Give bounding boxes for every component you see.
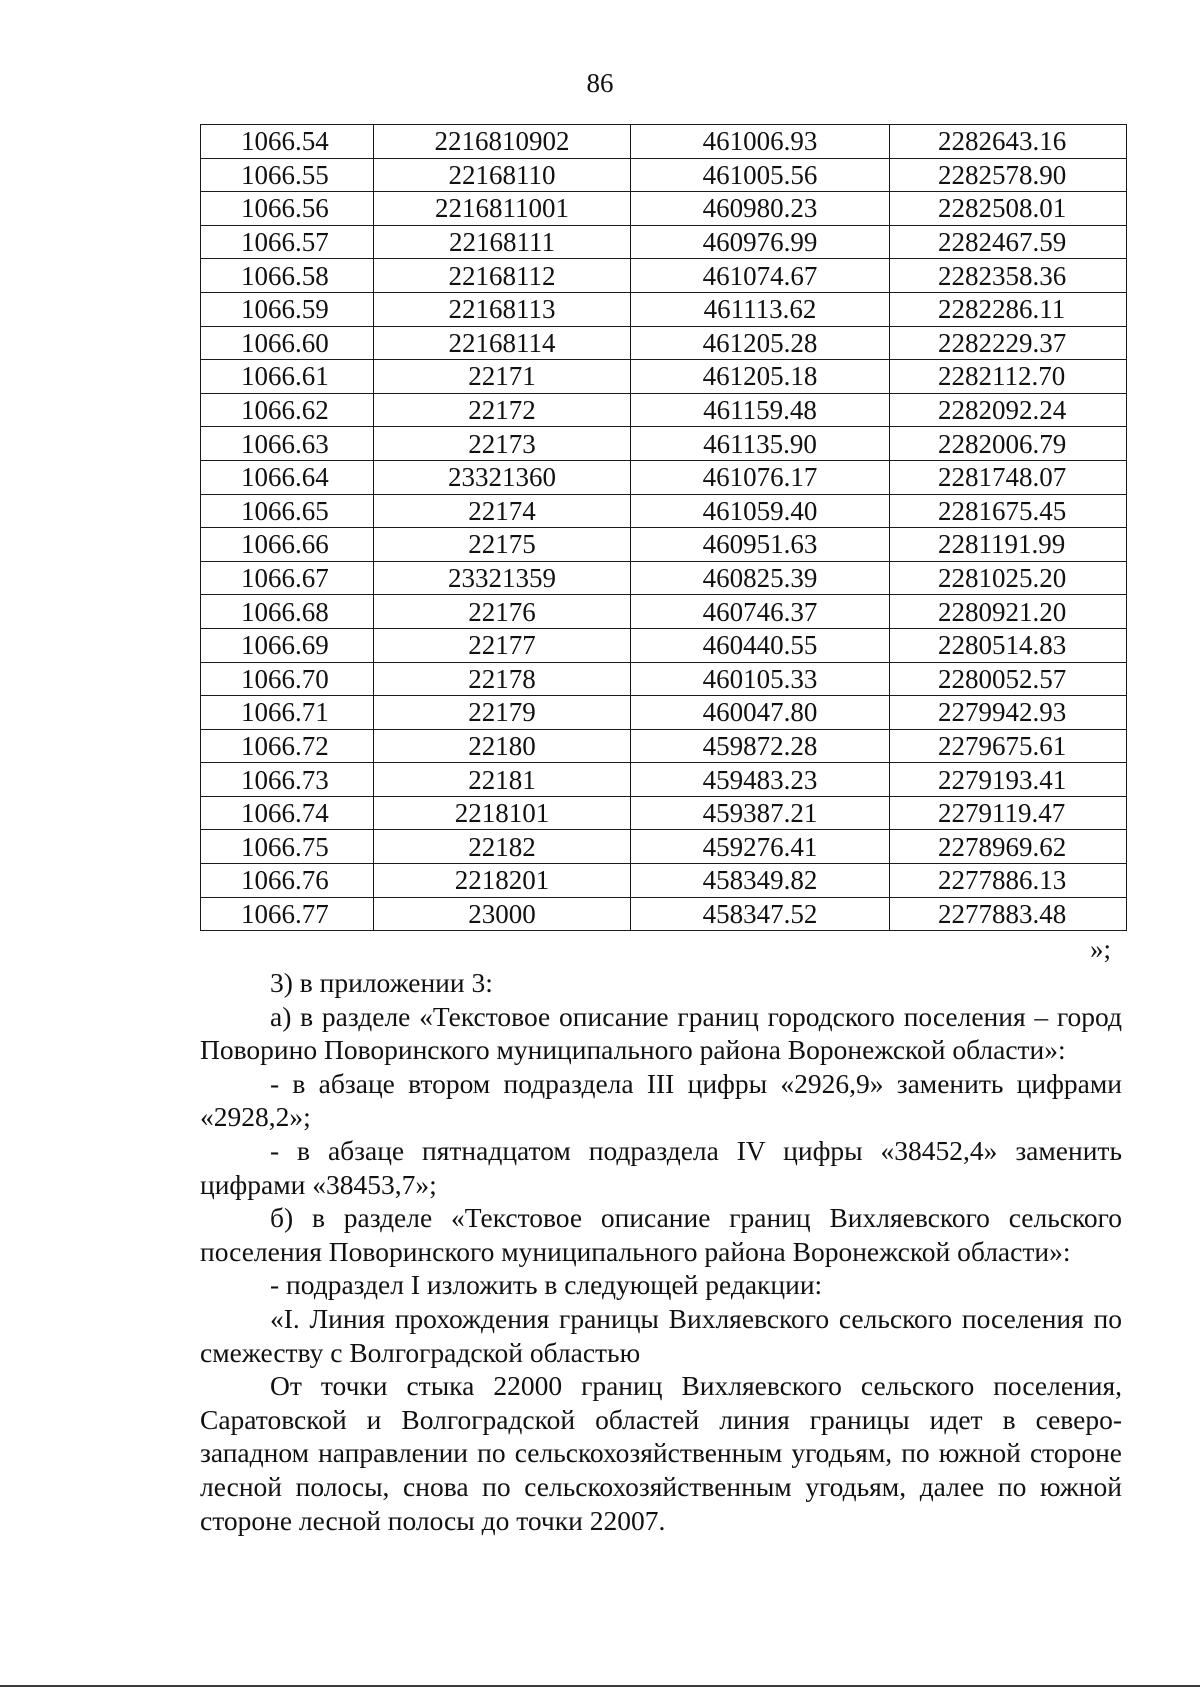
point-id-cell: 22172	[374, 393, 631, 427]
x-coordinate-cell: 461059.40	[631, 494, 890, 528]
point-id-cell: 2216810902	[374, 125, 631, 159]
table-row	[201, 393, 1127, 427]
table-row	[201, 897, 1127, 931]
point-number-cell: 1066.76	[201, 864, 374, 898]
point-id-cell: 22168111	[374, 225, 631, 259]
point-number-cell: 1066.77	[201, 897, 374, 931]
point-id-cell: 22177	[374, 628, 631, 662]
point-id-cell: 2218101	[374, 796, 631, 830]
point-number-cell: 1066.55	[201, 158, 374, 192]
y-coordinate-cell: 2280514.83	[890, 628, 1127, 662]
point-id-cell: 22182	[374, 830, 631, 864]
point-id-cell: 22168110	[374, 158, 631, 192]
point-id-cell: 2218201	[374, 864, 631, 898]
point-number-cell: 1066.71	[201, 696, 374, 730]
x-coordinate-cell: 458347.52	[631, 897, 890, 931]
point-number-cell: 1066.60	[201, 326, 374, 360]
point-number-cell: 1066.72	[201, 729, 374, 763]
closing-quote: »;	[1090, 934, 1112, 964]
y-coordinate-cell: 2280921.20	[890, 595, 1127, 629]
x-coordinate-cell: 461005.56	[631, 158, 890, 192]
point-number-cell: 1066.59	[201, 292, 374, 326]
y-coordinate-cell: 2282467.59	[890, 225, 1127, 259]
paragraph-subsection-i: - подраздел I изложить в следующей редакции:	[270, 1269, 823, 1301]
y-coordinate-cell: 2279119.47	[890, 796, 1127, 830]
point-number-cell: 1066.58	[201, 259, 374, 293]
x-coordinate-cell: 460047.80	[631, 696, 890, 730]
x-coordinate-cell: 461135.90	[631, 427, 890, 461]
y-coordinate-cell: 2282006.79	[890, 427, 1127, 461]
y-coordinate-cell: 2279193.41	[890, 763, 1127, 797]
table-row	[201, 494, 1127, 528]
point-id-cell: 22168112	[374, 259, 631, 293]
point-id-cell: 22168113	[374, 292, 631, 326]
point-id-cell: 22171	[374, 360, 631, 394]
table-row	[201, 830, 1127, 864]
y-coordinate-cell: 2282508.01	[890, 192, 1127, 226]
y-coordinate-cell: 2277886.13	[890, 864, 1127, 898]
point-number-cell: 1066.57	[201, 225, 374, 259]
point-number-cell: 1066.56	[201, 192, 374, 226]
table-row	[201, 360, 1127, 394]
x-coordinate-cell: 460825.39	[631, 561, 890, 595]
x-coordinate-cell: 460976.99	[631, 225, 890, 259]
table-row	[201, 796, 1127, 830]
point-number-cell: 1066.66	[201, 528, 374, 562]
table-row	[201, 662, 1127, 696]
point-id-cell: 23321360	[374, 460, 631, 494]
x-coordinate-cell: 459276.41	[631, 830, 890, 864]
point-number-cell: 1066.69	[201, 628, 374, 662]
point-number-cell: 1066.63	[201, 427, 374, 461]
y-coordinate-cell: 2282286.11	[890, 292, 1127, 326]
point-number-cell: 1066.62	[201, 393, 374, 427]
amendment-text	[200, 966, 1122, 1537]
y-coordinate-cell: 2281675.45	[890, 494, 1127, 528]
y-coordinate-cell: 2277883.48	[890, 897, 1127, 931]
y-coordinate-cell: 2279942.93	[890, 696, 1127, 730]
paragraph-subsection-iii: - в абзаце втором подраздела III цифры «2926,9» заменить цифрами «2928,2»;	[200, 1067, 1122, 1133]
table-row	[201, 864, 1127, 898]
point-number-cell: 1066.54	[201, 125, 374, 159]
point-number-cell: 1066.67	[201, 561, 374, 595]
x-coordinate-cell: 461006.93	[631, 125, 890, 159]
y-coordinate-cell: 2282358.36	[890, 259, 1127, 293]
x-coordinate-cell: 460951.63	[631, 528, 890, 562]
table-row	[201, 628, 1127, 662]
table-row	[201, 696, 1127, 730]
x-coordinate-cell: 459387.21	[631, 796, 890, 830]
y-coordinate-cell: 2281025.20	[890, 561, 1127, 595]
x-coordinate-cell: 460440.55	[631, 628, 890, 662]
paragraph-section-b: б) в разделе «Текстовое описание границ Вихляевского сельского поселения Поворинского муниципального района Воронежской области»:	[200, 1202, 1122, 1267]
x-coordinate-cell: 460980.23	[631, 192, 890, 226]
paragraph-boundary-heading: «I. Линия прохождения границы Вихляевского сельского поселения по смежеству с Волгоградской областью	[200, 1302, 1122, 1368]
y-coordinate-cell: 2278969.62	[890, 830, 1127, 864]
point-number-cell: 1066.70	[201, 662, 374, 696]
point-id-cell: 22175	[374, 528, 631, 562]
x-coordinate-cell: 458349.82	[631, 864, 890, 898]
x-coordinate-cell: 461205.18	[631, 360, 890, 394]
footer-divider	[0, 1685, 1200, 1687]
y-coordinate-cell: 2280052.57	[890, 662, 1127, 696]
x-coordinate-cell: 461074.67	[631, 259, 890, 293]
table-row	[201, 427, 1127, 461]
point-id-cell: 22179	[374, 696, 631, 730]
paragraph-subsection-iv: - в абзаце пятнадцатом подраздела IV цифры «38452,4» заменить цифрами «38453,7»;	[200, 1134, 1122, 1200]
table-row	[201, 528, 1127, 562]
table-row	[201, 225, 1127, 259]
x-coordinate-cell: 459483.23	[631, 763, 890, 797]
coordinates-table-body	[201, 125, 1127, 931]
table-row	[201, 259, 1127, 293]
table-row	[201, 729, 1127, 763]
table-row	[201, 326, 1127, 360]
point-id-cell: 23321359	[374, 561, 631, 595]
point-id-cell: 22168114	[374, 326, 631, 360]
paragraph-annex-3: 3) в приложении 3:	[270, 967, 493, 998]
point-number-cell: 1066.61	[201, 360, 374, 394]
point-id-cell: 2216811001	[374, 192, 631, 226]
table-row	[201, 158, 1127, 192]
point-number-cell: 1066.65	[201, 494, 374, 528]
table-row	[201, 192, 1127, 226]
table-row	[201, 292, 1127, 326]
coordinates-table	[200, 124, 1127, 931]
y-coordinate-cell: 2282092.24	[890, 393, 1127, 427]
y-coordinate-cell: 2282643.16	[890, 125, 1127, 159]
point-id-cell: 23000	[374, 897, 631, 931]
point-number-cell: 1066.75	[201, 830, 374, 864]
point-number-cell: 1066.74	[201, 796, 374, 830]
table-row	[201, 763, 1127, 797]
paragraph-boundary-description: От точки стыка 22000 границ Вихляевского сельского поселения, Саратовской и Волгоградской областей линия границы идет в северо-западном направлении по сельскохозяйственным угодьям, по южной стороне лесной полосы, снова по сельскохозяйственным угодьям, далее по южной стороне лесной полосы до точки 22007.	[200, 1370, 1122, 1536]
x-coordinate-cell: 460746.37	[631, 595, 890, 629]
table-row	[201, 460, 1127, 494]
y-coordinate-cell: 2279675.61	[890, 729, 1127, 763]
y-coordinate-cell: 2282112.70	[890, 360, 1127, 394]
point-id-cell: 22180	[374, 729, 631, 763]
point-id-cell: 22173	[374, 427, 631, 461]
paragraph-section-a: а) в разделе «Текстовое описание границ городского поселения – город Поворино Поворинского муниципального района Воронежской области»:	[200, 1000, 1122, 1066]
point-id-cell: 22174	[374, 494, 631, 528]
point-id-cell: 22176	[374, 595, 631, 629]
y-coordinate-cell: 2282229.37	[890, 326, 1127, 360]
table-row	[201, 125, 1127, 159]
x-coordinate-cell: 461113.62	[631, 292, 890, 326]
point-number-cell: 1066.73	[201, 763, 374, 797]
point-number-cell: 1066.68	[201, 595, 374, 629]
point-number-cell: 1066.64	[201, 460, 374, 494]
y-coordinate-cell: 2281191.99	[890, 528, 1127, 562]
page-number: 86	[586, 68, 614, 98]
table-row	[201, 595, 1127, 629]
x-coordinate-cell: 459872.28	[631, 729, 890, 763]
x-coordinate-cell: 461159.48	[631, 393, 890, 427]
y-coordinate-cell: 2282578.90	[890, 158, 1127, 192]
x-coordinate-cell: 461205.28	[631, 326, 890, 360]
table-row	[201, 561, 1127, 595]
x-coordinate-cell: 461076.17	[631, 460, 890, 494]
point-id-cell: 22178	[374, 662, 631, 696]
y-coordinate-cell: 2281748.07	[890, 460, 1127, 494]
point-id-cell: 22181	[374, 763, 631, 797]
x-coordinate-cell: 460105.33	[631, 662, 890, 696]
